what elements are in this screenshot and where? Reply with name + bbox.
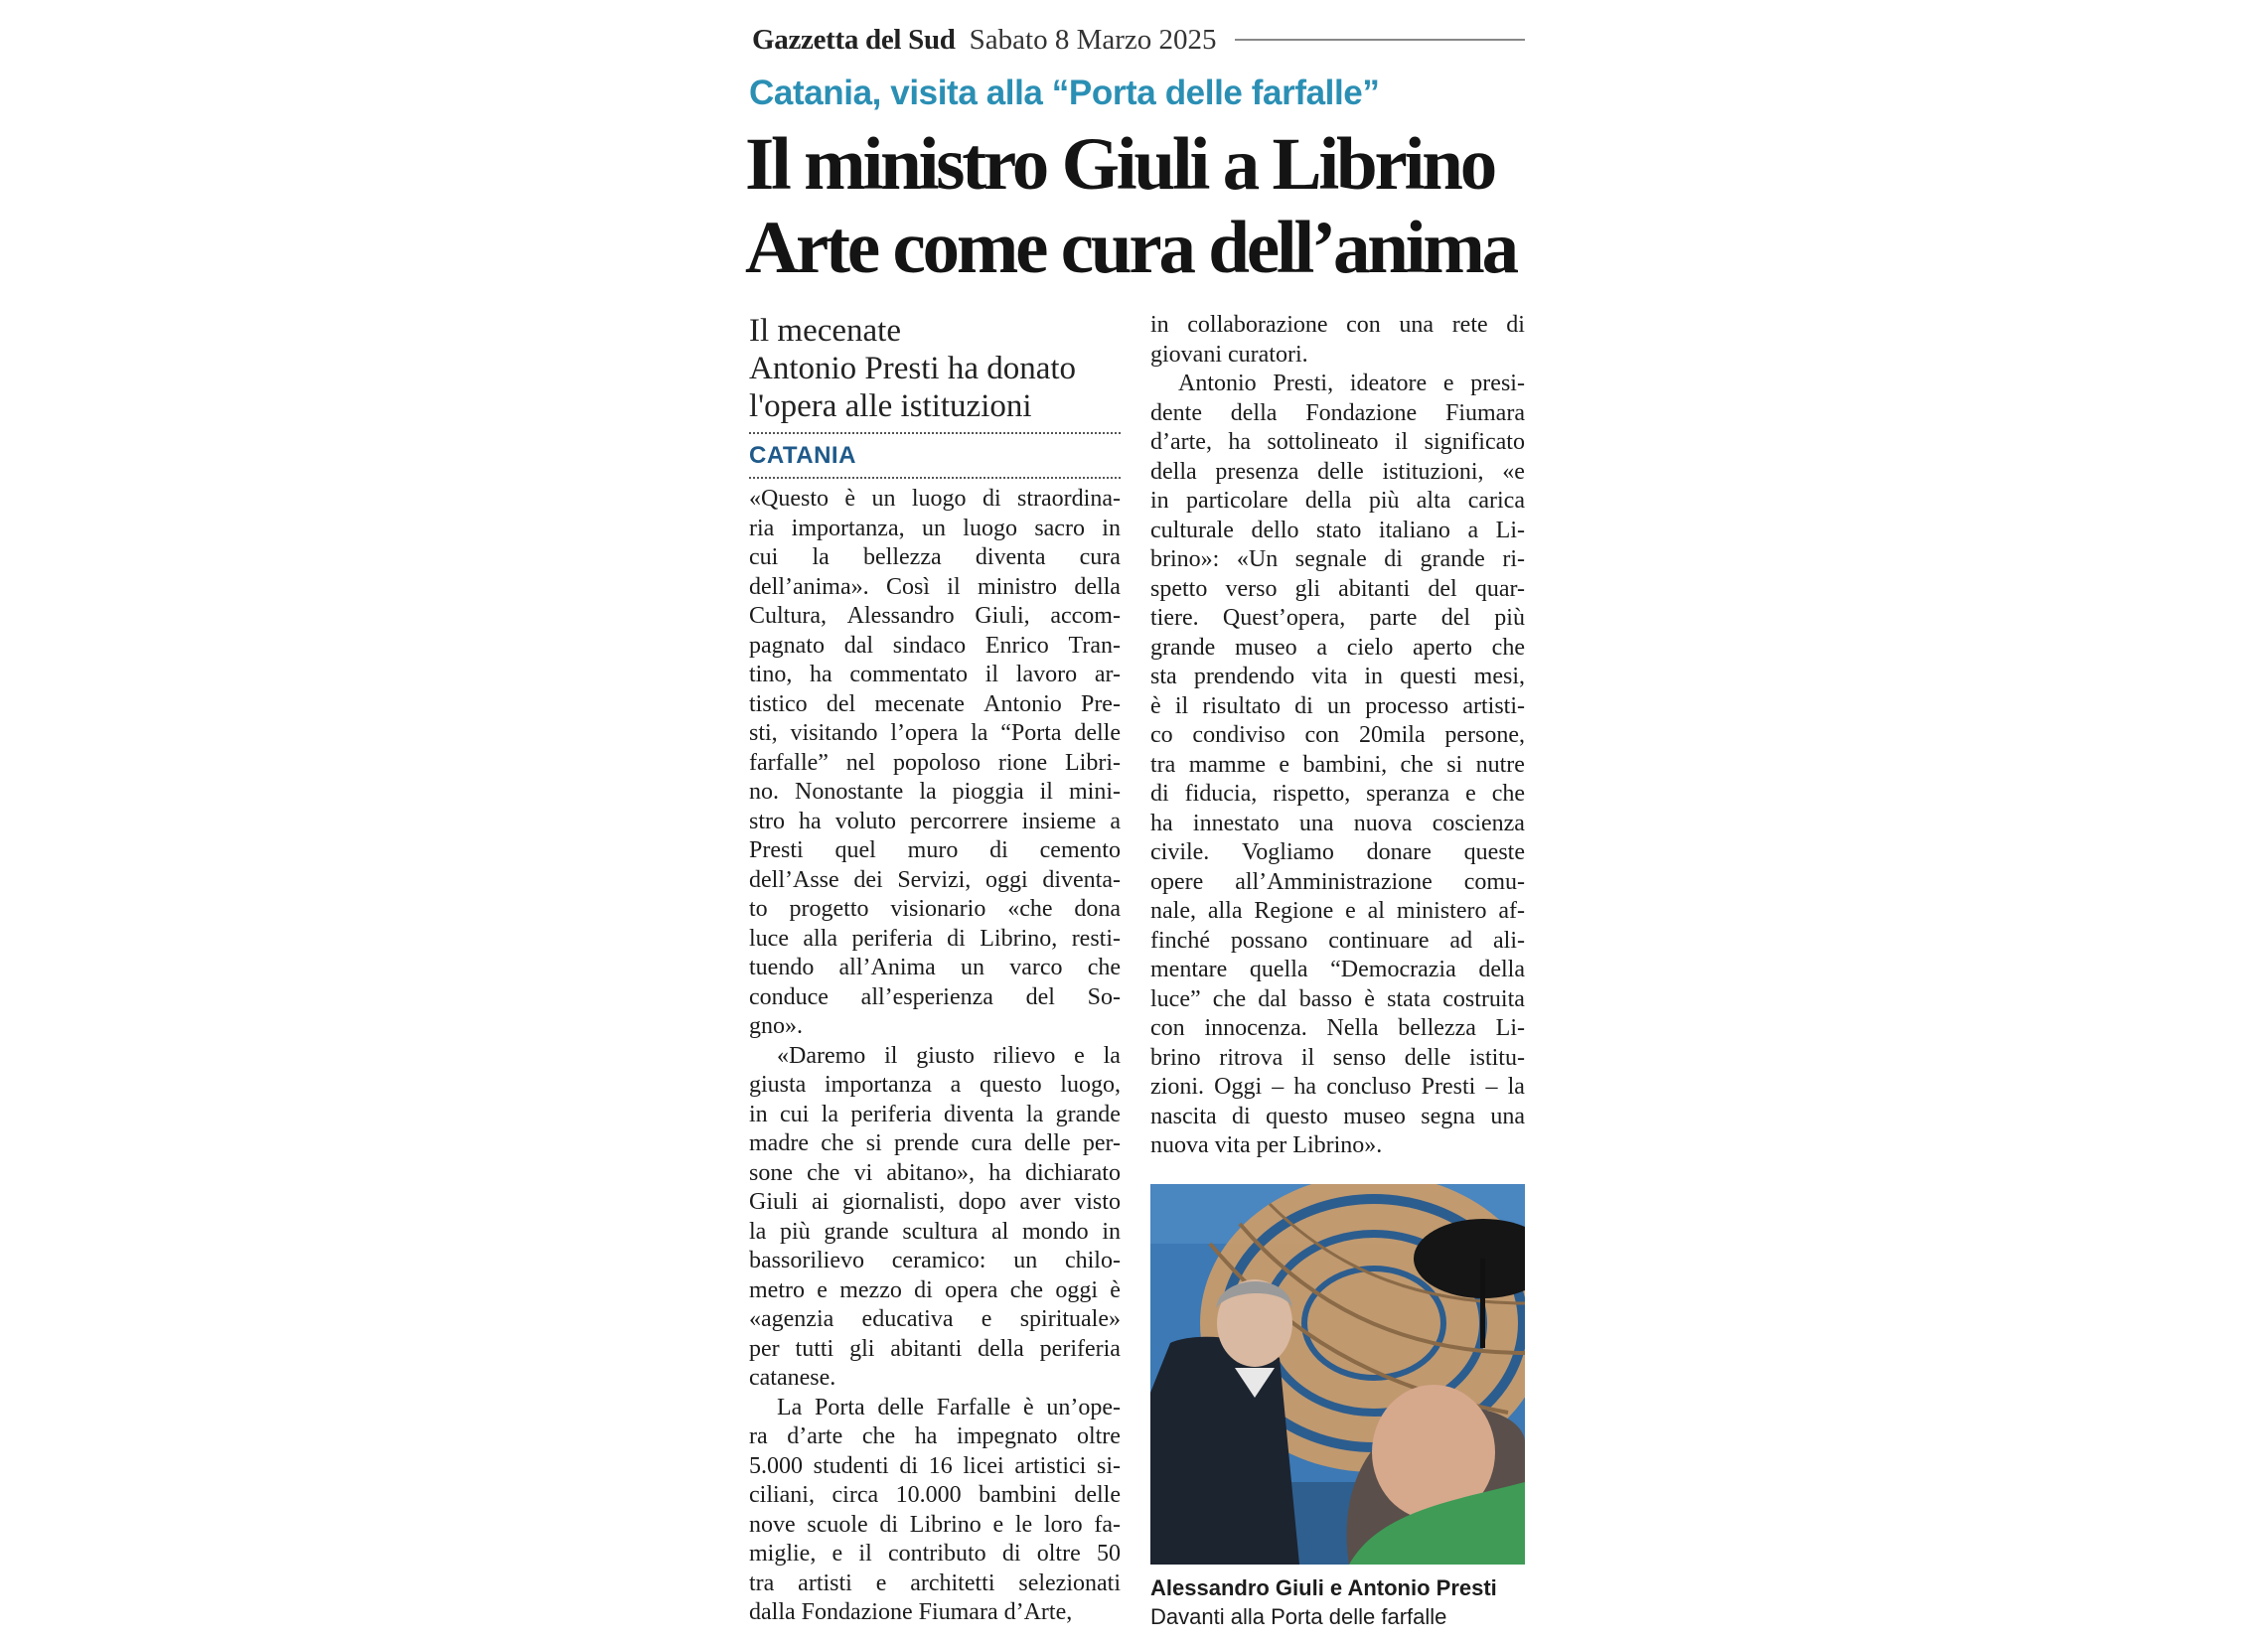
- text-line: madre che si prende cura delle per-: [749, 1130, 1121, 1156]
- headline-line: Arte come cura dell’anima: [745, 207, 1516, 289]
- text-line: dente della Fondazione Fiumara: [1150, 399, 1525, 426]
- text-line: opere all’Amministrazione comu-: [1150, 868, 1525, 895]
- text-line: cui la bellezza diventa cura: [749, 544, 1121, 570]
- publication-date: Sabato 8 Marzo 2025: [969, 23, 1217, 56]
- text-line: luce alla periferia di Librino, resti-: [749, 925, 1121, 952]
- text-line: sta prendendo vita in questi mesi,: [1150, 664, 1525, 689]
- text-line: culturale dello stato italiano a Li-: [1150, 517, 1525, 543]
- subhead-line: Il mecenate: [749, 313, 901, 349]
- text-line: bassorilievo ceramico: un chilo-: [749, 1248, 1121, 1273]
- photo-caption-title: Alessandro Giuli e Antonio Presti: [1150, 1575, 1497, 1600]
- text-line: miglie, e il contributo di oltre 50: [749, 1541, 1121, 1567]
- photo-caption-subtitle: Davanti alla Porta delle farfalle: [1150, 1604, 1447, 1629]
- subhead-line: l'opera alle istituzioni: [749, 388, 1032, 424]
- text-line: tra artisti e architetti selezionati: [749, 1569, 1121, 1596]
- article-column-1: [749, 485, 1121, 1628]
- text-line: luce” che dal basso è stata costruita: [1150, 985, 1525, 1012]
- text-line: d’arte, ha sottolineato il significato: [1150, 429, 1525, 455]
- text-line: è il risultato di un processo artisti-: [1150, 692, 1525, 719]
- text-line: civile. Vogliamo donare queste: [1150, 839, 1525, 865]
- text-line: La Porta delle Farfalle è un’ope-: [777, 1394, 1121, 1420]
- text-line: stro ha voluto percorrere insieme a: [749, 808, 1121, 834]
- text-line: zioni. Oggi – ha concluso Presti – la: [1150, 1074, 1525, 1100]
- article-kicker: Catania, visita alla “Porta delle farfalle”: [749, 74, 1380, 112]
- text-line: to progetto visionario «che dona: [749, 896, 1121, 922]
- headline-line: Il ministro Giuli a Librino: [745, 123, 1495, 206]
- text-line: Presti quel muro di cemento: [749, 837, 1121, 863]
- text-line: nuova vita per Librino».: [1150, 1132, 1383, 1158]
- text-line: sone che vi abitano», ha dichiarato: [749, 1159, 1121, 1186]
- text-line: catanese.: [749, 1365, 836, 1391]
- text-line: farfalle” nel popoloso rione Libri-: [749, 749, 1121, 776]
- text-line: nove scuole di Librino e le loro fa-: [749, 1511, 1121, 1538]
- text-line: ra d’arte che ha impegnato oltre: [749, 1423, 1121, 1449]
- text-line: Giuli ai giornalisti, dopo aver visto: [749, 1189, 1121, 1215]
- text-line: ciliani, circa 10.000 bambini delle: [749, 1482, 1121, 1508]
- masthead-rule: [1235, 39, 1525, 41]
- text-line: dalla Fondazione Fiumara d’Arte,: [749, 1599, 1073, 1625]
- text-line: gno».: [749, 1013, 803, 1039]
- text-line: ha innestato una nuova coscienza: [1150, 810, 1525, 836]
- text-line: tiere. Quest’opera, parte del più: [1150, 605, 1525, 631]
- text-line: «Questo è un luogo di straordina-: [749, 486, 1121, 512]
- text-line: metro e mezzo di opera che oggi è: [749, 1276, 1121, 1303]
- text-line: dell’anima». Così il ministro della: [749, 573, 1121, 600]
- text-line: grande museo a cielo aperto che: [1150, 634, 1525, 661]
- text-line: sti, visitando l’opera la “Porta delle: [749, 720, 1121, 746]
- text-line: in collaborazione con una rete di: [1150, 312, 1525, 338]
- text-line: spetto verso gli abitanti del quar-: [1150, 575, 1525, 602]
- article-column-2: [1150, 311, 1525, 1161]
- subhead-line: Antonio Presti ha donato: [749, 351, 1077, 386]
- text-line: giovani curatori.: [1150, 341, 1308, 368]
- text-line: Antonio Presti, ideatore e presi-: [1178, 371, 1525, 396]
- text-line: finché possano continuare ad ali-: [1150, 927, 1525, 954]
- text-line: mentare quella “Democrazia della: [1150, 957, 1525, 982]
- text-line: dell’Asse dei Servizi, oggi diventa-: [749, 866, 1121, 893]
- text-line: no. Nonostante la pioggia il mini-: [749, 779, 1121, 805]
- article-subhead: [749, 312, 1127, 425]
- text-line: in cui la periferia diventa la grande: [749, 1101, 1121, 1127]
- text-line: per tutti gli abitanti della periferia: [749, 1335, 1121, 1362]
- newspaper-name: Gazzetta del Sud: [752, 23, 956, 56]
- text-line: con innocenza. Nella bellezza Li-: [1150, 1015, 1525, 1041]
- text-line: brino»: «Un segnale di grande ri-: [1150, 546, 1525, 572]
- text-line: nascita di questo museo segna una: [1150, 1103, 1525, 1129]
- article-headline: [745, 123, 1540, 290]
- text-line: ria importanza, un luogo sacro in: [749, 515, 1121, 541]
- text-line: giusta importanza a questo luogo,: [749, 1072, 1121, 1098]
- text-line: co condiviso con 20mila persone,: [1150, 722, 1525, 748]
- dotted-divider: [749, 477, 1121, 479]
- photo-illustration: [1150, 1184, 1525, 1565]
- article-photo: [1150, 1184, 1525, 1565]
- text-line: tra mamme e bambini, che si nutre: [1150, 751, 1525, 778]
- dateline-location: CATANIA: [749, 442, 856, 469]
- text-line: tistico del mecenate Antonio Pre-: [749, 690, 1121, 717]
- text-line: la più grande scultura al mondo in: [749, 1218, 1121, 1245]
- text-line: Cultura, Alessandro Giuli, accom-: [749, 603, 1121, 629]
- dotted-divider: [749, 432, 1121, 434]
- text-line: conduce all’esperienza del So-: [749, 983, 1121, 1010]
- text-line: 5.000 studenti di 16 licei artistici si-: [749, 1452, 1121, 1479]
- text-line: «agenzia educativa e spirituale»: [749, 1306, 1121, 1332]
- text-line: pagnato dal sindaco Enrico Tran-: [749, 632, 1121, 659]
- text-line: «Daremo il giusto rilievo e la: [777, 1042, 1121, 1069]
- text-line: tuendo all’Anima un varco che: [749, 955, 1121, 980]
- text-line: tino, ha commentato il lavoro ar-: [749, 662, 1121, 687]
- text-line: nale, alla Regione e al ministero af-: [1150, 898, 1525, 924]
- text-line: della presenza delle istituzioni, «e: [1150, 458, 1525, 485]
- masthead: [752, 20, 1525, 60]
- text-line: in particolare della più alta carica: [1150, 488, 1525, 514]
- text-line: di fiducia, rispetto, speranza e che: [1150, 781, 1525, 807]
- text-line: brino ritrova il senso delle istitu-: [1150, 1044, 1525, 1071]
